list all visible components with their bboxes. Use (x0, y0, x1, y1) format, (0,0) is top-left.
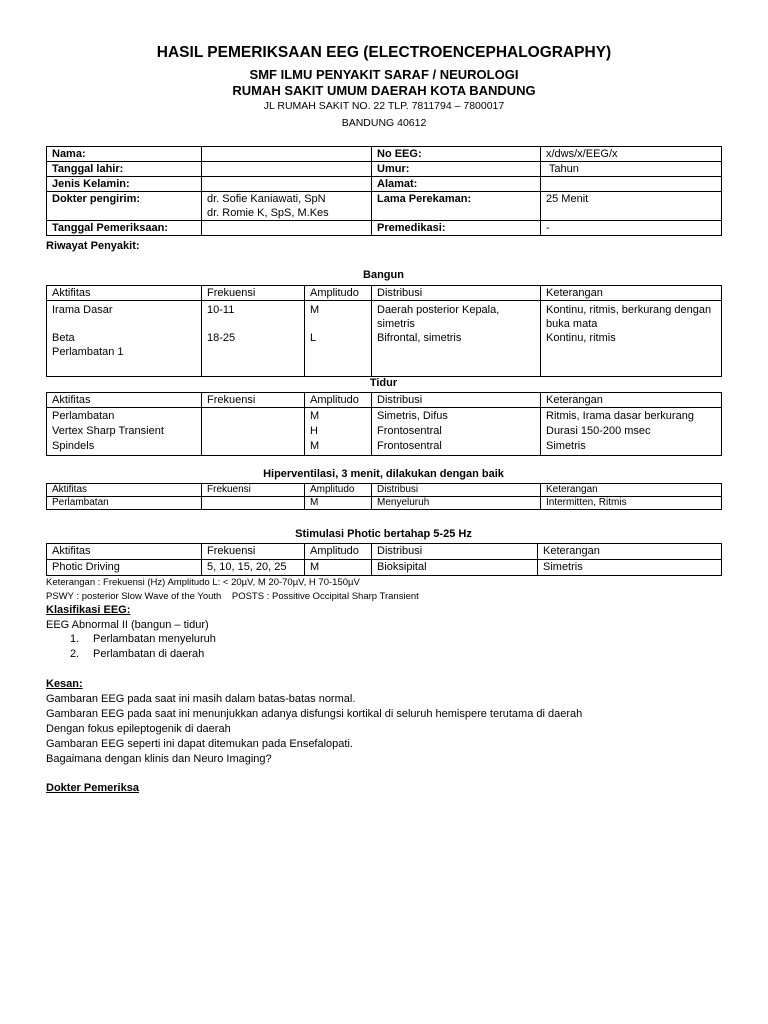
table-row (47, 221, 722, 236)
hospital-city: BANDUNG 40612 (341, 117, 427, 129)
department-name: SMF ILMU PENYAKIT SARAF / NEUROLOGI (249, 67, 519, 82)
umur-value: Tahun (541, 162, 722, 177)
col-amplitudo: Amplitudo (305, 544, 372, 560)
dokter-pengirim-label: Dokter pengirim: (47, 192, 202, 221)
tanggal-pemeriksaan-value (202, 221, 372, 236)
dokter-pengirim-2: dr. Romie K, SpS, M.Kes (207, 207, 329, 219)
report-title: HASIL PEMERIKSAAN EEG (ELECTROENCEPHALOGRAPHY) (156, 44, 612, 61)
aktifitas-cell: Perlambatan (47, 497, 202, 510)
distribusi-cell: Menyeluruh (372, 497, 541, 510)
premedikasi-label: Premedikasi: (372, 221, 541, 236)
jenis-kelamin-value (202, 177, 372, 192)
table-header-row (47, 393, 722, 408)
pswy-note: PSWY : posterior Slow Wave of the Youth POSTS : Possitive Occipital Sharp Transient (46, 591, 419, 602)
dokter-pengirim-value (202, 192, 372, 221)
amplitudo-cell: M (305, 560, 372, 576)
tanggal-lahir-label: Tanggal lahir: (47, 162, 202, 177)
aktifitas-cell: Irama Dasar Beta Perlambatan 1 (47, 301, 202, 377)
col-keterangan: Keterangan (541, 286, 722, 301)
col-distribusi: Distribusi (372, 286, 541, 301)
table-row (47, 301, 722, 377)
keterangan-cell: Intermitten, Ritmis (541, 497, 722, 510)
kesan-line-1: Gambaran EEG pada saat ini masih dalam batas-batas normal. (46, 693, 356, 705)
bangun-title: Bangun (363, 269, 404, 281)
photic-table (46, 543, 722, 576)
col-distribusi: Distribusi (372, 393, 541, 408)
table-row (47, 408, 722, 456)
hospital-name: RUMAH SAKIT UMUM DAERAH KOTA BANDUNG (232, 83, 536, 98)
klasifikasi-item-2: Perlambatan di daerah (93, 648, 205, 660)
table-row (47, 497, 722, 510)
kesan-line-2: Gambaran EEG pada saat ini menunjukkan adanya disfungsi kortikal di seluruh hemispere terutama di daerah (46, 708, 583, 720)
no-eeg-value: x/dws/x/EEG/x (541, 147, 722, 162)
table-row (47, 192, 722, 221)
klasifikasi-item-1-number: 1. (70, 633, 80, 645)
lama-perekaman-value: 25 Menit (541, 192, 722, 221)
keterangan-note: Keterangan : Frekuensi (Hz) Amplitudo L: < 20µV, M 20-70µV, H 70-150µV (46, 577, 360, 588)
col-frekuensi: Frekuensi (202, 286, 305, 301)
keterangan-cell: Ritmis, Irama dasar berkurang Durasi 150-200 msec Simetris (541, 408, 722, 456)
tidur-title: Tidur (369, 377, 398, 389)
tidur-table (46, 392, 722, 456)
amplitudo-cell: M L (305, 301, 372, 377)
dokter-pengirim-1: dr. Sofie Kaniawati, SpN (207, 193, 326, 205)
no-eeg-label: No EEG: (372, 147, 541, 162)
frekuensi-cell (202, 497, 305, 510)
hiperventilasi-table (46, 483, 722, 510)
col-amplitudo: Amplitudo (305, 484, 372, 497)
photic-title: Stimulasi Photic bertahap 5-25 Hz (295, 528, 472, 540)
klasifikasi-item-1: Perlambatan menyeluruh (93, 633, 216, 645)
frekuensi-cell: 10-11 18-25 (202, 301, 305, 377)
nama-label: Nama: (47, 147, 202, 162)
col-aktifitas: Aktifitas (47, 393, 202, 408)
col-distribusi: Distribusi (372, 544, 538, 560)
col-keterangan: Keterangan (541, 393, 722, 408)
col-keterangan: Keterangan (538, 544, 722, 560)
frekuensi-cell (202, 408, 305, 456)
table-row (47, 177, 722, 192)
distribusi-cell: Bioksipital (372, 560, 538, 576)
alamat-label: Alamat: (372, 177, 541, 192)
kesan-label: Kesan: (46, 678, 83, 690)
lama-perekaman-label: Lama Perekaman: (372, 192, 541, 221)
keterangan-cell: Kontinu, ritmis, berkurang dengan buka mata Kontinu, ritmis (541, 301, 722, 377)
col-frekuensi: Frekuensi (202, 484, 305, 497)
col-aktifitas: Aktifitas (47, 286, 202, 301)
amplitudo-cell: M (305, 497, 372, 510)
klasifikasi-label: Klasifikasi EEG: (46, 604, 131, 616)
umur-label: Umur: (372, 162, 541, 177)
distribusi-cell: Simetris, Difus Frontosentral Frontosentral (372, 408, 541, 456)
klasifikasi-line: EEG Abnormal II (bangun – tidur) (46, 619, 209, 631)
dokter-pemeriksa-label: Dokter Pemeriksa (46, 782, 139, 794)
table-header-row (47, 484, 722, 497)
col-frekuensi: Frekuensi (202, 544, 305, 560)
hiperventilasi-title: Hiperventilasi, 3 menit, dilakukan dengan baik (263, 468, 504, 480)
patient-info-table (46, 146, 722, 236)
table-row (47, 162, 722, 177)
frekuensi-cell: 5, 10, 15, 20, 25 (202, 560, 305, 576)
tanggal-pemeriksaan-label: Tanggal Pemeriksaan: (47, 221, 202, 236)
col-keterangan: Keterangan (541, 484, 722, 497)
amplitudo-cell: M H M (305, 408, 372, 456)
premedikasi-value: - (541, 221, 722, 236)
hospital-address: JL RUMAH SAKIT NO. 22 TLP. 7811794 – 7800017 (263, 100, 505, 112)
aktifitas-cell: Photic Driving (47, 560, 202, 576)
table-header-row (47, 286, 722, 301)
alamat-value (541, 177, 722, 192)
tanggal-lahir-value (202, 162, 372, 177)
aktifitas-cell: Perlambatan Vertex Sharp Transient Spindels (47, 408, 202, 456)
kesan-line-5: Bagaimana dengan klinis dan Neuro Imaging? (46, 753, 272, 765)
col-amplitudo: Amplitudo (305, 286, 372, 301)
col-frekuensi: Frekuensi (202, 393, 305, 408)
col-aktifitas: Aktifitas (47, 544, 202, 560)
kesan-line-4: Gambaran EEG seperti ini dapat ditemukan pada Ensefalopati. (46, 738, 353, 750)
col-distribusi: Distribusi (372, 484, 541, 497)
table-row (47, 147, 722, 162)
riwayat-penyakit-label: Riwayat Penyakit: (46, 240, 140, 252)
bangun-table (46, 285, 722, 377)
kesan-line-3: Dengan fokus epileptogenik di daerah (46, 723, 231, 735)
nama-value (202, 147, 372, 162)
jenis-kelamin-label: Jenis Kelamin: (47, 177, 202, 192)
col-aktifitas: Aktifitas (47, 484, 202, 497)
keterangan-cell: Simetris (538, 560, 722, 576)
table-row (47, 560, 722, 576)
col-amplitudo: Amplitudo (305, 393, 372, 408)
table-header-row (47, 544, 722, 560)
klasifikasi-item-2-number: 2. (70, 648, 80, 660)
distribusi-cell: Daerah posterior Kepala, simetris Bifrontal, simetris (372, 301, 541, 377)
